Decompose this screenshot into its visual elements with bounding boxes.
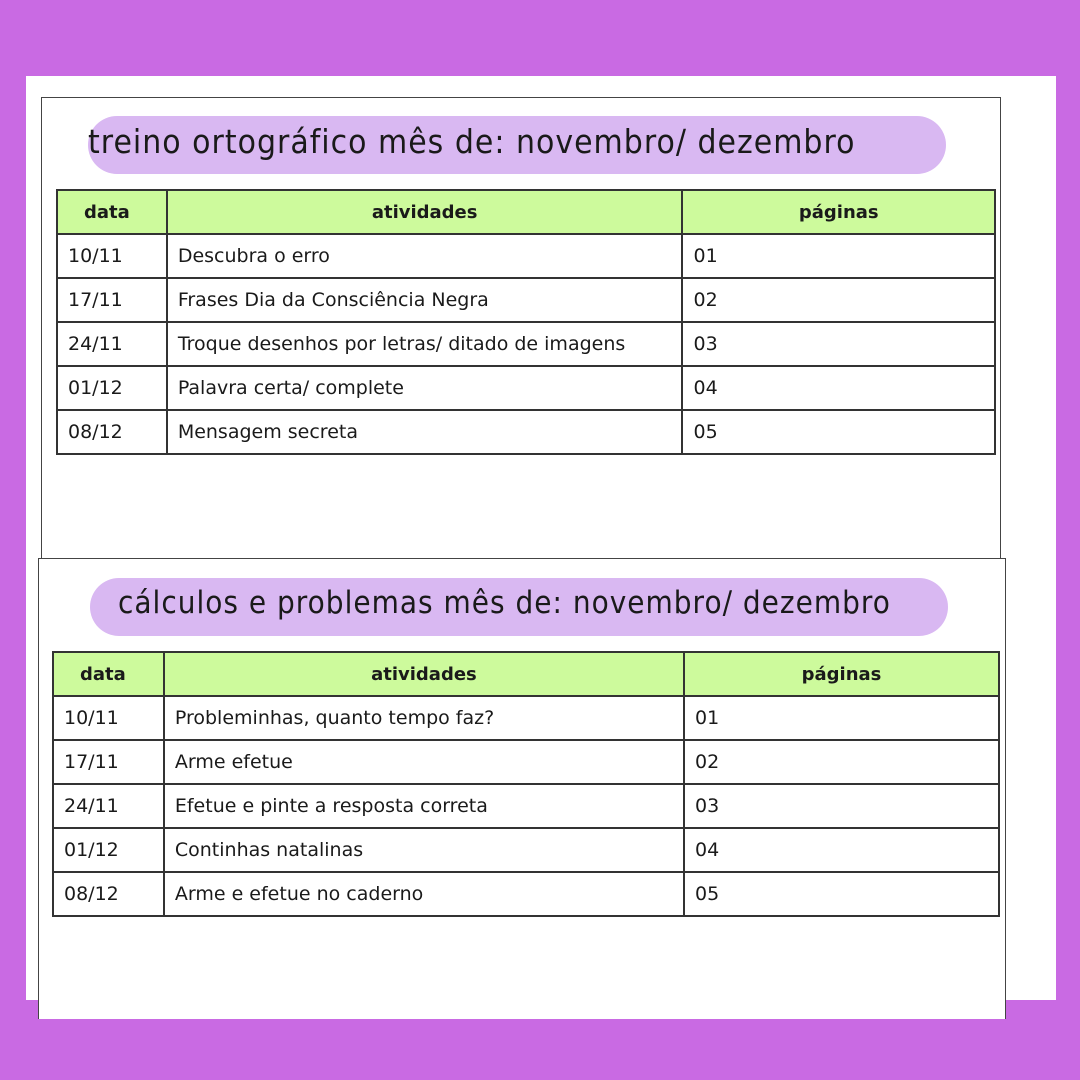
header-paginas: páginas [684,652,999,696]
cell-activity: Frases Dia da Consciência Negra [167,278,683,322]
cell-activity: Efetue e pinte a resposta correta [164,784,684,828]
table-header-row [53,652,999,696]
header-data: data [57,190,167,234]
table-row [53,784,999,828]
cell-date: 08/12 [53,872,164,916]
cell-activity: Continhas natalinas [164,828,684,872]
cell-page: 02 [682,278,995,322]
header-data: data [53,652,164,696]
cell-activity: Mensagem secreta [167,410,683,454]
cell-page: 01 [682,234,995,278]
cell-activity: Probleminhas, quanto tempo faz? [164,696,684,740]
cell-page: 02 [684,740,999,784]
table-row [53,872,999,916]
table-row [57,410,995,454]
header-atividades: atividades [164,652,684,696]
schedule-table-2 [52,651,1000,917]
cell-page: 04 [682,366,995,410]
table-row [57,278,995,322]
cell-date: 17/11 [57,278,167,322]
section-title-1: treino ortográfico mês de: novembro/ dezembro [88,123,856,162]
section-title-2: cálculos e problemas mês de: novembro/ dezembro [118,584,891,621]
header-paginas: páginas [682,190,995,234]
cell-page: 03 [682,322,995,366]
cell-activity: Arme efetue [164,740,684,784]
table-row [53,740,999,784]
cell-date: 24/11 [57,322,167,366]
table-header-row [57,190,995,234]
table-row [57,366,995,410]
cell-date: 08/12 [57,410,167,454]
cell-page: 04 [684,828,999,872]
cell-page: 03 [684,784,999,828]
table-row [57,322,995,366]
table-row [53,828,999,872]
table-row [53,696,999,740]
cell-date: 10/11 [57,234,167,278]
cell-date: 24/11 [53,784,164,828]
cell-date: 10/11 [53,696,164,740]
cell-page: 01 [684,696,999,740]
cell-activity: Descubra o erro [167,234,683,278]
cell-activity: Troque desenhos por letras/ ditado de imagens [167,322,683,366]
cell-activity: Palavra certa/ complete [167,366,683,410]
cell-page: 05 [682,410,995,454]
cell-activity: Arme e efetue no caderno [164,872,684,916]
cell-page: 05 [684,872,999,916]
cell-date: 17/11 [53,740,164,784]
schedule-table-1 [56,189,996,455]
cell-date: 01/12 [53,828,164,872]
header-atividades: atividades [167,190,683,234]
table-row [57,234,995,278]
cell-date: 01/12 [57,366,167,410]
